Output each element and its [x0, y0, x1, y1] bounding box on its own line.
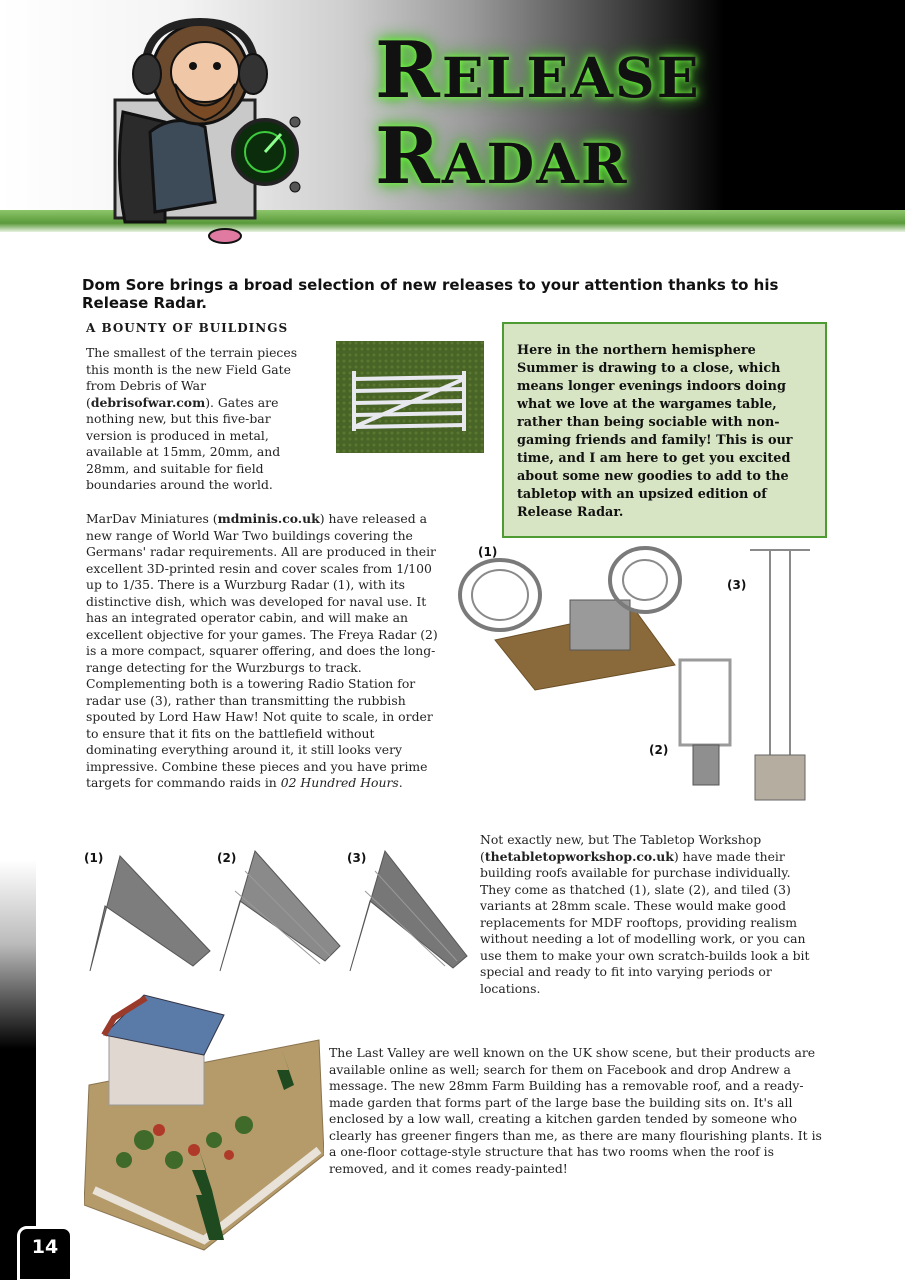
section-heading: A BOUNTY OF BUILDINGS — [86, 321, 289, 335]
label-wurzburg: (1) — [478, 545, 498, 559]
tabletop-workshop-link[interactable]: thetabletopworkshop.co.uk — [484, 848, 674, 864]
title-line-1: Release — [375, 25, 701, 116]
mdminis-link[interactable]: mdminis.co.uk — [217, 511, 320, 526]
label-roof-thatched: (1) — [84, 851, 104, 865]
debris-of-war-link[interactable]: debrisofwar.com — [90, 394, 206, 410]
label-roof-slate: (2) — [217, 851, 237, 865]
page-title — [375, 25, 835, 202]
page-number: 14 — [17, 1226, 73, 1282]
field-gate-photo — [336, 341, 484, 453]
label-roof-tiled: (3) — [347, 851, 367, 865]
left-margin-bar — [0, 860, 36, 1280]
field-gate-paragraph: The smallest of the terrain pieces this month is the new Field Gate from Debris of War (debrisofwar.com). Gates are nothing new, but this five-bar version is produced in metal, available at 15mm, 20mm, and 28mm, and suitable for field boundaries around the world. — [86, 345, 298, 492]
roofs-photo — [85, 846, 470, 976]
mardav-paragraph: MarDav Miniatures (mdminis.co.uk) have released a new range of World War Two buildings covering the Germans' radar requirements. All are produced in their excellent 3D-printed resin and cover scales from 1/100 up to 1/35. There is a Wurzburg Radar (1), with its distinctive dish, which was developed for naval use. It has an integrated operator cabin, and will make an excellent objective for your games. The Freya Radar (2) is a more compact, squarer offering, and does the long-range detecting for the Wurzburgs to track. Complementing both is a towering Radio Station for radar use (3), rather than transmitting the rubbish spouted by Lord Haw Haw! Not quite to scale, in order to ensure that it fits on the battlefield without dominating everything around it, it still looks very impressive. Combine these pieces and you have prime targets for commando raids in 02 Hundred Hours. — [86, 511, 438, 790]
intro-standfirst: Dom Sore brings a broad selection of new releases to your attention thanks to his Release Radar. — [82, 276, 779, 312]
label-freya: (2) — [649, 743, 669, 757]
title-line-2: Radar — [375, 111, 629, 202]
radar-models-photo — [455, 540, 815, 805]
radar-operator-mascot-illustration — [105, 12, 305, 248]
tabletop-workshop-paragraph: Not exactly new, but The Tabletop Workshop (thetabletopworkshop.co.uk) have made their building roofs available for purchase individually. They come as thatched (1), slate (2), and tiled (3) variants at 28mm scale. These would make good replacements for MDF rooftops, providing realism without needing a lot of modelling work, or you can use them to make your own scratch-builds look a bit special and ready to fit into varying periods or locations. — [480, 832, 810, 996]
farm-building-photo — [84, 990, 324, 1255]
label-radio-station: (3) — [727, 578, 747, 592]
last-valley-paragraph: The Last Valley are well known on the UK show scene, but their products are available online as well; search for them on Facebook and drop Andrew a message. The new 28mm Farm Building has a removable roof, and a ready-made garden that forms part of the large base the building sits on. It's all enclosed by a low wall, creating a kitchen garden tended by someone who clearly has greener fingers than me, as there are many flourishing plants. It is a one-floor cottage-style structure that has two rooms when the roof is removed, and it comes ready-painted! — [329, 1045, 822, 1176]
editor-callout-box: Here in the northern hemisphere Summer is drawing to a close, which means longer evenings indoors doing what we love at the wargames table, rather than being sociable with non-gaming friends and family! This is our time, and I am here to get you excited about some new goodies to add to the tabletop with an upsized edition of Release Radar. — [502, 322, 827, 538]
